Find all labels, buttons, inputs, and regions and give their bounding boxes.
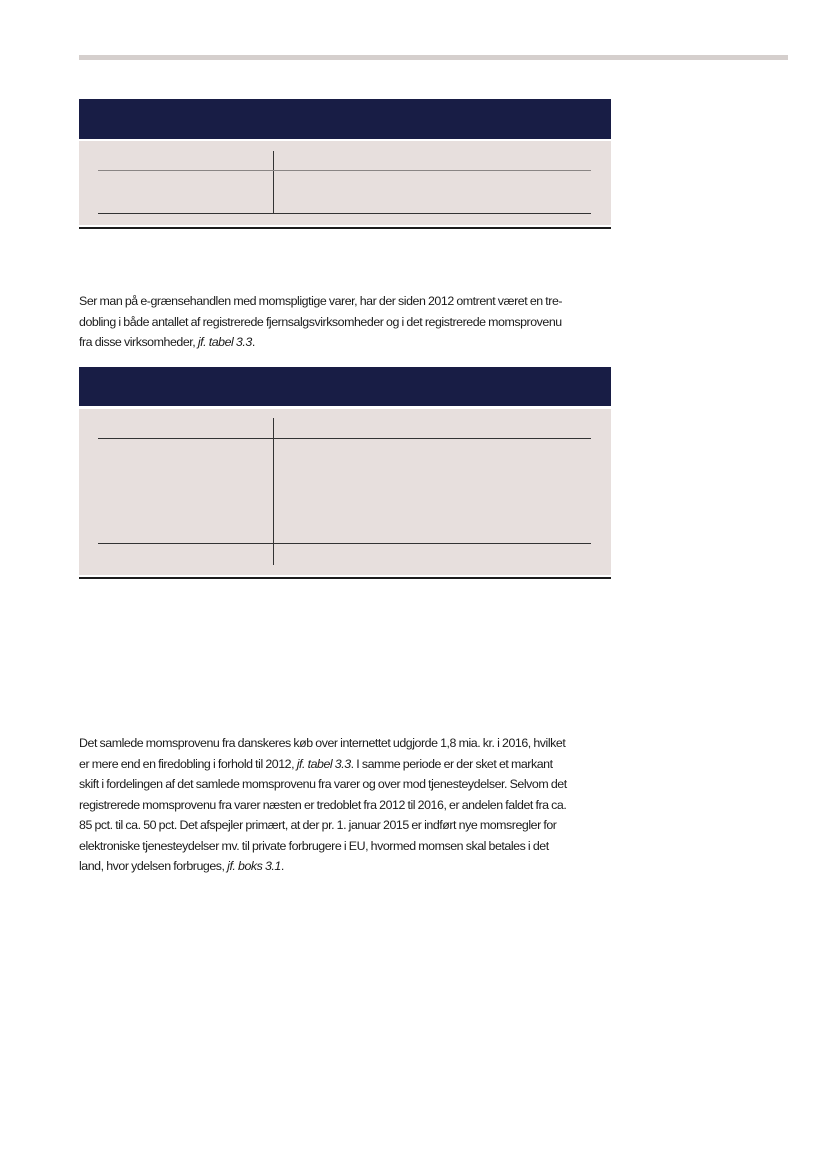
- table-2-header: [79, 367, 611, 406]
- paragraph-momsprovenu-line-5: 85 pct. til ca. 50 pct. Det afspejler primært, at der pr. 1. januar 2015 er indført nye momsregler for: [79, 818, 557, 832]
- paragraph-intro-line-2: dobling i både antallet af registrerede fjernsalgsvirksomheder og i det registrerede momsprovenu: [79, 314, 562, 329]
- table-1: [79, 99, 611, 225]
- paragraph-momsprovenu-line-3: skift i fordelingen af det samlede momsprovenu fra varer og over mod tjenesteydelser. Selvom det: [79, 777, 567, 791]
- table-1-bottom-row-rule: [98, 213, 591, 214]
- table-reference-link: jf. tabel 3.3: [296, 756, 351, 771]
- box-reference-link: jf. boks 3.1: [227, 859, 281, 873]
- table-1-row-rule: [98, 170, 591, 171]
- paragraph-intro: [79, 291, 609, 353]
- paragraph-momsprovenu-line-1: Det samlede momsprovenu fra danskeres køb over internettet udgjorde 1,8 mia. kr. i 2016, hvilket: [79, 736, 566, 750]
- table-2: [79, 367, 611, 575]
- table-1-column-divider: [273, 151, 274, 214]
- paragraph-momsprovenu-line-7: land, hvor ydelsen forbruges, jf. boks 3.1.: [79, 859, 284, 873]
- paragraph-intro-line-3: fra disse virksomheder, jf. tabel 3.3.: [79, 335, 255, 349]
- table-2-header-row-rule: [98, 438, 591, 439]
- table-1-closing-rule: [79, 227, 611, 229]
- page-top-rule: [79, 55, 788, 60]
- table-2-closing-rule: [79, 577, 611, 579]
- paragraph-momsprovenu-line-2: er mere end en firedobling i forhold til 2012, jf. tabel 3.3. I samme periode er der sket et markant: [79, 756, 553, 771]
- table-reference-link: jf. tabel 3.3: [197, 335, 252, 349]
- paragraph-momsprovenu: [79, 733, 609, 877]
- table-1-body: [79, 141, 611, 225]
- table-2-total-row-rule: [98, 543, 591, 544]
- table-2-body: [79, 409, 611, 575]
- paragraph-intro-line-1: Ser man på e-grænsehandlen med momspligtige varer, har der siden 2012 omtrent været en tre-: [79, 294, 563, 308]
- paragraph-momsprovenu-line-6: elektroniske tjenesteydelser mv. til private forbrugere i EU, hvormed momsen skal betales i det: [79, 838, 549, 853]
- paragraph-momsprovenu-line-4: registrerede momsprovenu fra varer næsten er tredoblet fra 2012 til 2016, er andelen faldet fra ca.: [79, 797, 567, 812]
- table-1-header: [79, 99, 611, 139]
